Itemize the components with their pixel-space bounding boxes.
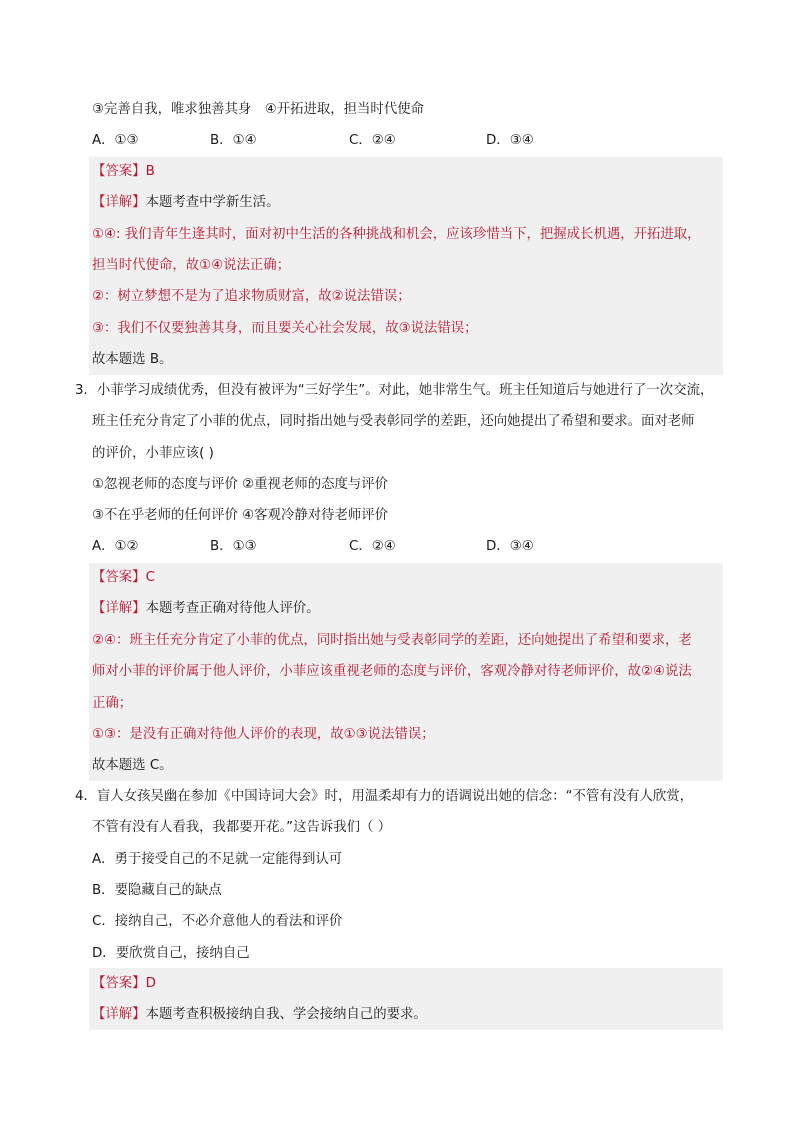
- detail-tag: 【详解】: [92, 601, 146, 616]
- detail-line: [92, 193, 279, 213]
- answer-tag: 【答案】: [92, 976, 146, 991]
- question-3-stem: 的评价，小菲应该( ): [92, 446, 214, 461]
- detail-text: 本题考查中学新生活。: [145, 195, 280, 210]
- explanation-line: 担当时代使命，故①④说法正确；: [92, 258, 291, 273]
- detail-line: [92, 599, 320, 619]
- answer-line: [92, 974, 156, 994]
- explanation-line: ②④：班主任充分肯定了小菲的优点，同时指出她与受表彰同学的差距，还向她提出了希望和要求，老: [92, 633, 692, 648]
- answer-tag: 【答案】: [92, 570, 146, 585]
- answer-line: [92, 568, 155, 588]
- choice-c: C．接纳自己，不必介意他人的看法和评价: [92, 914, 343, 929]
- choice-a: A．勇于接受自己的不足就一定能得到认可: [92, 852, 343, 867]
- explanation-line: ②：树立梦想不是为了追求物质财富，故②说法错误；: [92, 289, 411, 304]
- choice-a: A．①②: [92, 539, 139, 554]
- conclusion-line: 故本题选 C。: [92, 758, 173, 773]
- choice-d: D．要欣赏自己，接纳自己: [92, 946, 250, 961]
- detail-line: [92, 1005, 427, 1025]
- choice-c: C．②④: [349, 133, 396, 148]
- explanation-line: 师对小菲的评价属于他人评价，小菲应该重视老师的态度与评价，客观冷静对待老师评价，故②④说法: [92, 664, 692, 679]
- choice-a: A．①③: [92, 133, 139, 148]
- question-4-stem: 不管有没有人看我，我都要开花。”这告诉我们（ ）: [92, 820, 392, 835]
- detail-text: 本题考查积极接纳自我、学会接纳自己的要求。: [145, 1007, 427, 1022]
- detail-tag: 【详解】: [92, 195, 146, 210]
- conclusion-line: 故本题选 B。: [92, 352, 173, 367]
- explanation-line: ③：我们不仅要独善其身，而且要关心社会发展，故③说法错误；: [92, 321, 478, 336]
- explanation-line: ①③：是没有正确对待他人评价的表现，故①③说法错误；: [92, 727, 435, 742]
- choice-b: B．①④: [210, 133, 257, 148]
- explanation-line: 正确；: [92, 696, 133, 711]
- answer-value: C: [145, 570, 155, 585]
- detail-text: 本题考查正确对待他人评价。: [145, 601, 320, 616]
- answer-value: D: [145, 976, 156, 991]
- choice-b: B．①③: [210, 539, 257, 554]
- detail-tag: 【详解】: [92, 1007, 146, 1022]
- question-4-stem: 4．盲人女孩吴幽在参加《中国诗词大会》时，用温柔却有力的语调说出她的信念：“不管有没有人欣赏，: [75, 789, 694, 804]
- answer-line: [92, 162, 155, 182]
- question-2-options: ③完善自我，唯求独善其身 ④开拓进取，担当时代使命: [92, 102, 424, 117]
- question-3-options: ①忽视老师的态度与评价 ②重视老师的态度与评价: [92, 477, 389, 492]
- question-3-stem: 班主任充分肯定了小菲的优点，同时指出她与受表彰同学的差距，还向她提出了希望和要求。面对老师: [92, 414, 695, 429]
- choice-c: C．②④: [349, 539, 396, 554]
- answer-value: B: [145, 164, 155, 179]
- question-3-stem: 3．小菲学习成绩优秀，但没有被评为“三好学生”。对此，她非常生气。班主任知道后与她进行了一次交流，: [75, 383, 714, 398]
- question-3-options: ③不在乎老师的任何评价 ④客观冷静对待老师评价: [92, 508, 389, 523]
- choice-b: B．要隐藏自己的缺点: [92, 883, 222, 898]
- answer-tag: 【答案】: [92, 164, 146, 179]
- choice-d: D．③④: [486, 133, 534, 148]
- choice-d: D．③④: [486, 539, 534, 554]
- explanation-line: ①④: 我们青年生逢其时，面对初中生活的各种挑战和机会，应该珍惜当下，把握成长机遇，开拓进取，: [92, 227, 701, 242]
